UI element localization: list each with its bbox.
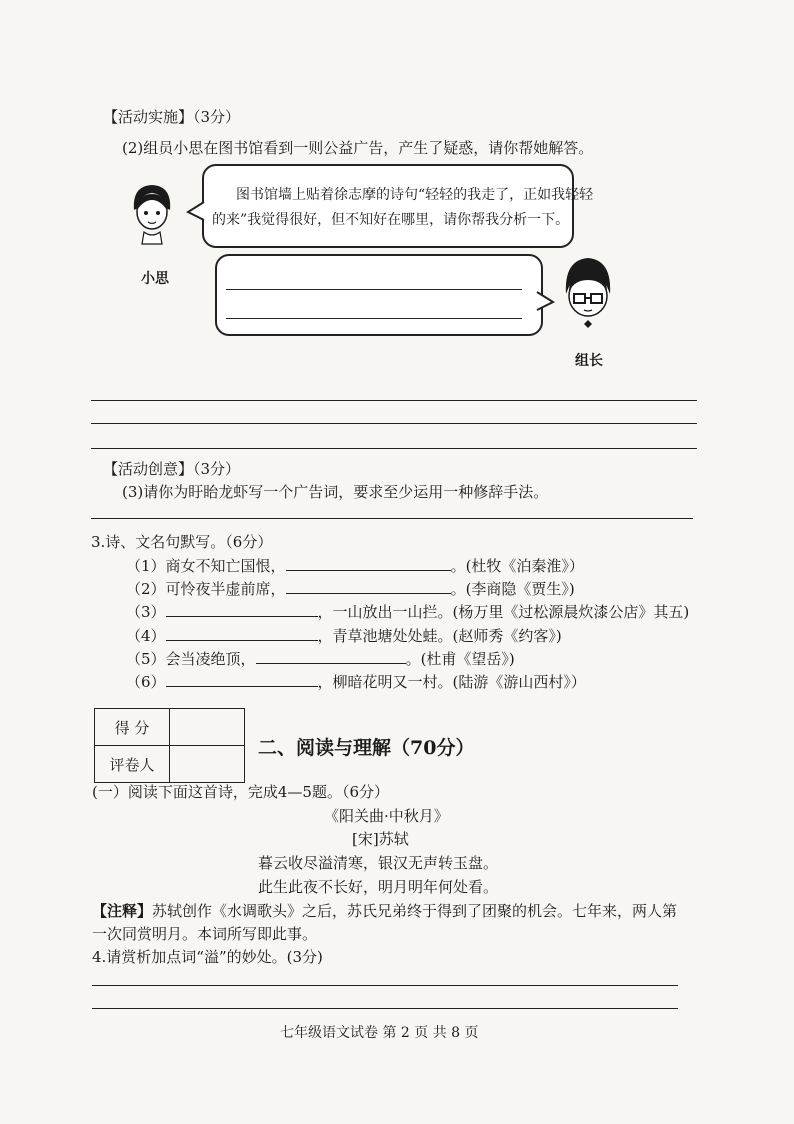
- score-cell[interactable]: [170, 709, 245, 746]
- bubble-tail-right-icon: [534, 290, 556, 312]
- score-table: [94, 708, 245, 783]
- item-pre: 商女不知亡国恨，: [165, 557, 286, 575]
- item-post: 。(李商隐《贾生》): [450, 580, 575, 598]
- q3-item-3: [126, 601, 689, 622]
- poem-line-1: 暮云收尽溢清寒，银汉无声转玉盘。: [258, 854, 499, 872]
- fill-blank[interactable]: [286, 556, 451, 571]
- activity-impl-header: 【活动实施】（3分）: [103, 108, 241, 126]
- answer-blank-line-1[interactable]: [226, 289, 522, 290]
- note-text-1: 苏轼创作《水调歌头》之后，苏氏兄弟终于得到了团聚的机会。七年来，两人第: [152, 902, 678, 920]
- fill-blank[interactable]: [286, 579, 451, 594]
- fill-blank[interactable]: [166, 626, 318, 641]
- item-pre: 会当凌绝顶，: [165, 650, 256, 668]
- answer-line-3[interactable]: [91, 448, 697, 449]
- item-pre: 可怜夜半虚前席，: [165, 580, 286, 598]
- activity-creative-question: (3)请你为盱眙龙虾写一个广告词，要求至少运用一种修辞手法。: [122, 483, 549, 501]
- q4-answer-line-2[interactable]: [92, 1008, 678, 1009]
- creative-answer-line[interactable]: [91, 518, 693, 519]
- part1-intro: (一）阅读下面这首诗，完成4—5题。（6分）: [92, 783, 389, 801]
- note-text-2: 一次同赏明月。本词所写即此事。: [92, 925, 318, 943]
- item-num: （4）: [126, 627, 166, 645]
- item-num: （2）: [126, 580, 166, 598]
- q3-title: 3.诗、文名句默写。（6分）: [91, 533, 273, 551]
- q3-item-2: [126, 578, 575, 599]
- section2-title: 二、阅读与理解（70分）: [258, 737, 475, 759]
- score-label: 得 分: [95, 709, 170, 746]
- q4-answer-line-1[interactable]: [92, 985, 678, 986]
- item-post: ，一山放出一山拦。(杨万里《过松源晨炊漆公店》其五): [317, 603, 690, 621]
- item-post: ，柳暗花明又一村。(陆游《游山西村》）: [317, 673, 586, 691]
- item-post: 。(杜牧《泊秦淮》）: [450, 557, 584, 575]
- boy-group-leader-icon: [562, 254, 614, 342]
- boy-name-label: 组长: [575, 353, 603, 369]
- item-num: （5）: [126, 650, 166, 668]
- activity-impl-question: (2)组员小思在图书馆看到一则公益广告，产生了疑惑，请你帮她解答。: [122, 139, 594, 157]
- answer-speech-bubble: [215, 254, 543, 336]
- item-post: 。(杜甫《望岳》): [405, 650, 515, 668]
- poem-line-2: 此生此夜不长好，明月明年何处看。: [258, 878, 499, 896]
- bubble-text-line1: 图书馆墙上贴着徐志摩的诗句“轻轻的我走了，正如我轻轻: [236, 187, 594, 203]
- girl-name-label: 小思: [141, 271, 169, 287]
- fill-blank[interactable]: [166, 602, 318, 617]
- note-paragraph: [92, 900, 677, 921]
- grader-cell[interactable]: [170, 746, 245, 783]
- q4-question: 4.请赏析加点词“溢”的妙处。(3分): [92, 948, 323, 966]
- grader-label: 评卷人: [95, 746, 170, 783]
- q3-item-6: [126, 671, 586, 692]
- note-label: 【注释】: [92, 902, 153, 920]
- fill-blank[interactable]: [166, 672, 318, 687]
- poem-title: 《阳关曲·中秋月》: [324, 807, 449, 825]
- girl-speech-bubble: [202, 164, 574, 248]
- item-num: （3）: [126, 603, 166, 621]
- poem-author: [宋]苏轼: [352, 830, 409, 848]
- item-post: ，青草池塘处处蛙。(赵师秀《约客》): [317, 627, 562, 645]
- item-num: （6）: [126, 673, 166, 691]
- fill-blank[interactable]: [256, 649, 406, 664]
- bubble-tail-left-icon: [186, 200, 208, 222]
- q3-item-4: [126, 625, 562, 646]
- answer-line-2[interactable]: [91, 423, 697, 424]
- bubble-text-line2: 的来”我觉得很好，但不知好在哪里，请你帮我分析一下。: [212, 212, 570, 228]
- item-num: （1）: [126, 557, 166, 575]
- activity-creative-header: 【活动创意】（3分）: [103, 460, 241, 478]
- answer-blank-line-2[interactable]: [226, 318, 522, 319]
- page-footer: 七年级语文试卷 第 2 页 共 8 页: [280, 1025, 479, 1041]
- girl-xiaosi-icon: [130, 182, 174, 246]
- q3-item-1: [126, 555, 584, 576]
- answer-line-1[interactable]: [91, 400, 697, 401]
- q3-item-5: [126, 648, 515, 669]
